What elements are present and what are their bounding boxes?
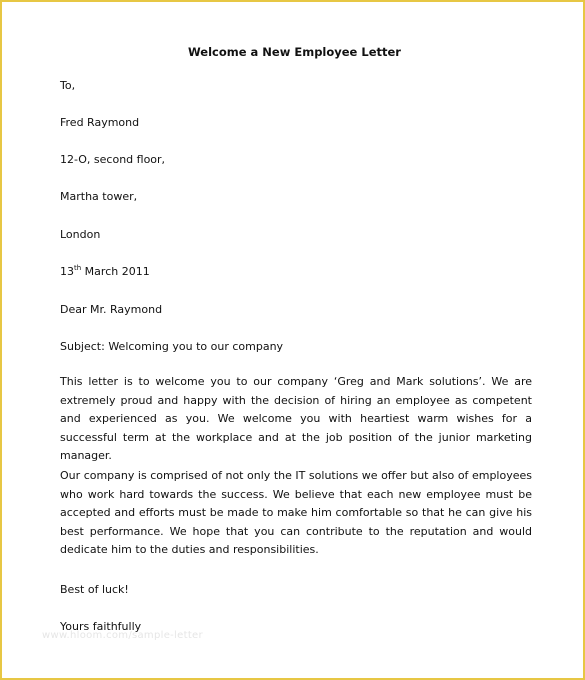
recipient-to: To, <box>60 79 76 92</box>
date-month-year: March 2011 <box>81 265 150 278</box>
address-line-2: Martha tower, <box>60 190 138 203</box>
subject-line: Subject: Welcoming you to our company <box>60 340 284 353</box>
address-line-1: 12-O, second floor, <box>60 153 166 166</box>
salutation: Dear Mr. Raymond <box>60 303 163 316</box>
letter-date <box>60 264 150 278</box>
watermark-text: www.hloom.com/sample-letter <box>42 630 203 641</box>
recipient-name: Fred Raymond <box>60 116 140 129</box>
body-paragraph-1: This letter is to welcome you to our company ‘Greg and Mark solutions’. We are extremely proud and happy with the decision of hiring an employee as competent and experienced as you. We welcome you with heartiest warm wishes for a successful term at the workplace and at the job position of the junior marketing manager. <box>60 375 532 462</box>
body-paragraph-2: Our company is comprised of not only the IT solutions we offer but also of employees who work hard towards the success. We believe that each new employee must be accepted and efforts must be made to make him comfortable so that he can give his best performance. We hope that you can contribute to the reputation and would dedicate him to the duties and responsibilities. <box>60 469 532 556</box>
date-suffix: th <box>74 264 82 272</box>
address-city: London <box>60 228 101 241</box>
letter-title: Welcome a New Employee Letter <box>188 45 401 59</box>
signoff-line: Yours faithfully <box>60 620 142 633</box>
date-day: 13 <box>60 265 74 278</box>
closing-line: Best of luck! <box>60 583 129 596</box>
